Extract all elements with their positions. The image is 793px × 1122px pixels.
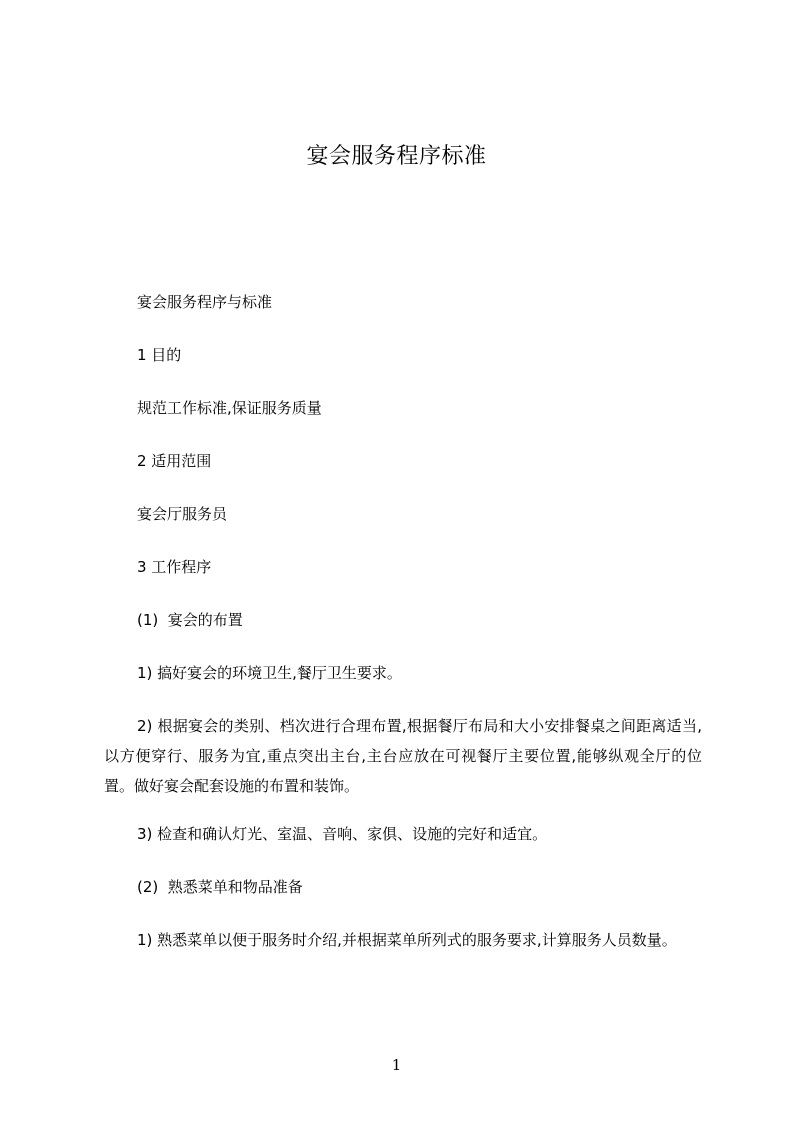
list-item-environment: 1) 搞好宴会的环境卫生,餐厅卫生要求。 bbox=[137, 664, 402, 682]
purpose-text: 规范工作标准,保证服务质量 bbox=[137, 399, 322, 417]
list-item-familiarize-menu: 1) 熟悉菜单以便于服务时介绍,并根据菜单所列式的服务要求,计算服务人员数量。 bbox=[137, 931, 677, 949]
section-number-procedure: 3 工作程序 bbox=[137, 558, 212, 576]
section-number-purpose: 1 目的 bbox=[137, 346, 182, 364]
list-item-layout-arrangement: 2) 根据宴会的类别、档次进行合理布置,根据餐厅布局和大小安排餐桌之间距离适当,以方便穿行、服务为宜,重点突出主台,主台应放在可视餐厅主要位置,能够纵观全厅的位置。做好宴会配套设施的布置和装饰。 bbox=[104, 717, 702, 795]
section-heading: 宴会服务程序与标准 bbox=[137, 293, 273, 311]
subsection-banquet-layout: (1) 宴会的布置 bbox=[137, 611, 243, 629]
scope-text: 宴会厅服务员 bbox=[137, 505, 228, 523]
section-number-scope: 2 适用范围 bbox=[137, 452, 212, 470]
page-number: 1 bbox=[391, 1056, 402, 1074]
list-item-check-facilities: 3) 检查和确认灯光、室温、音响、家俱、设施的完好和适宜。 bbox=[137, 825, 548, 843]
document-title: 宴会服务程序标准 bbox=[306, 144, 487, 169]
subsection-menu-preparation: (2) 熟悉菜单和物品准备 bbox=[137, 878, 303, 896]
